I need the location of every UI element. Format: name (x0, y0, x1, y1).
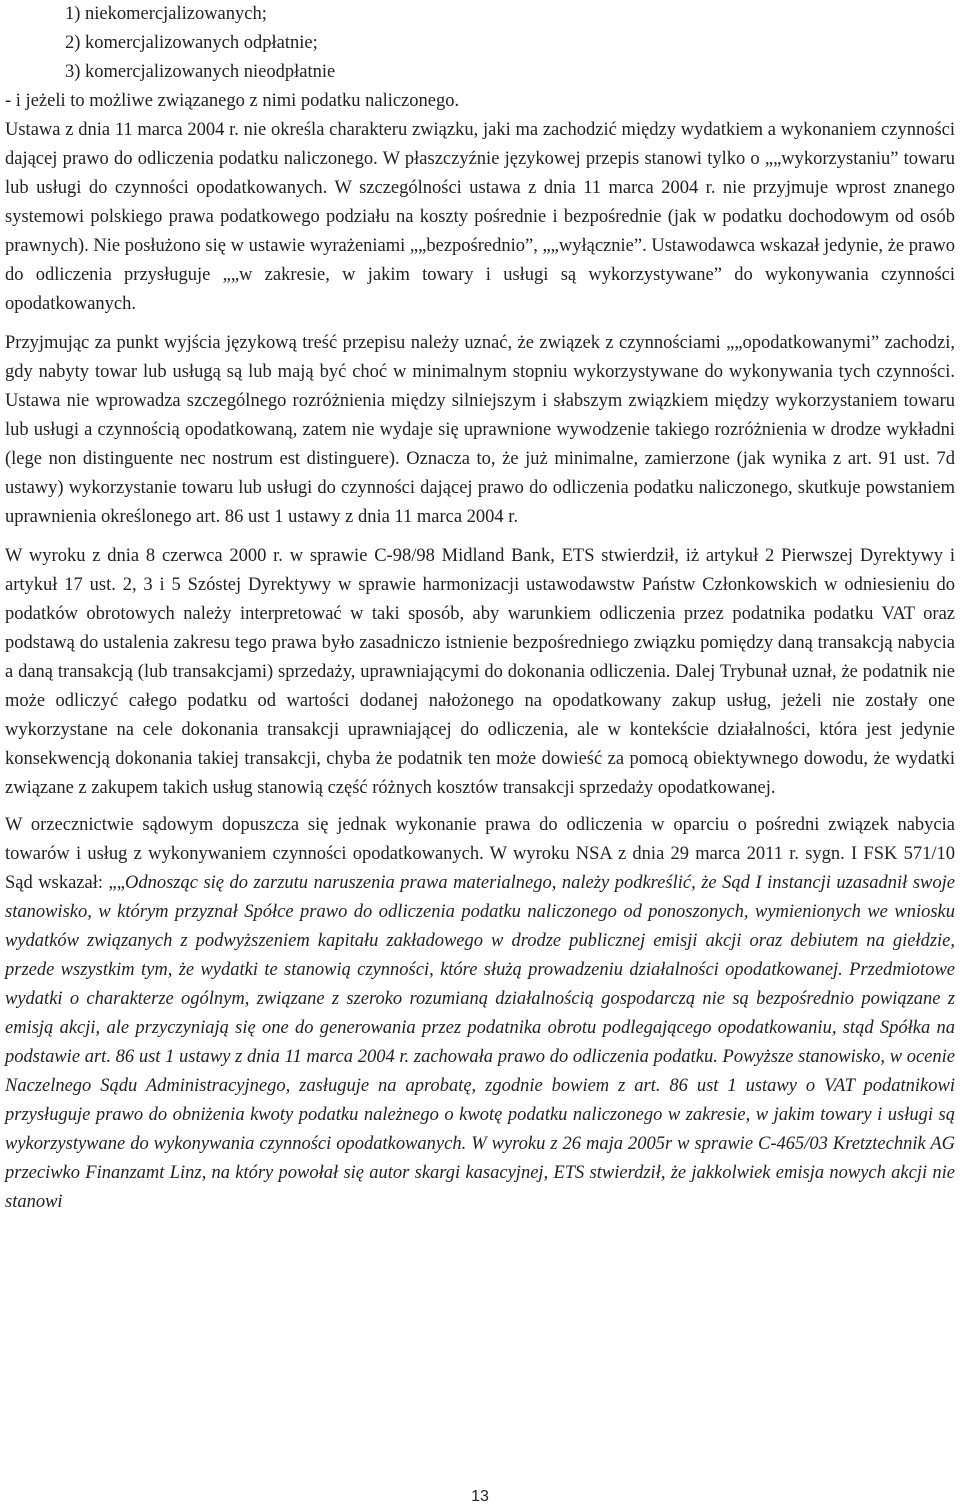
paragraph-statute: Ustawa z dnia 11 marca 2004 r. nie określa charakteru związku, jaki ma zachodzić między wydatkiem a wykonaniem czynności dającej prawo do odliczenia podatku naliczonego. W płaszczyźnie językowej przepis stanowi tylko o „„wykorzystaniu” towaru lub usługi do czynności opodatkowanych. W szczególności ustawa z dnia 11 marca 2004 r. nie przyjmuje wprost znanego systemowi polskiego prawa podatkowego podziału na koszty pośrednie i bezpośrednie (jak w podatku dochodowym od osób prawnych). Nie posłużono się w ustawie wyrażeniami „„bezpośrednio”, „„wyłącznie”. Ustawodawca wskazał jedynie, że prawo do odliczenia przysługuje „„w zakresie, w jakim towary i usługi są wykorzystywane” do wykonywania czynności opodatkowanych. (5, 120, 955, 314)
list-continuation: - i jeżeli to możliwe związanego z nimi podatku naliczonego. (5, 91, 460, 111)
list-item: 3) komercjalizowanych nieodpłatnie (65, 62, 336, 82)
paragraph-case-law (5, 811, 955, 1217)
category-list (5, 0, 955, 87)
court-quote: Odnosząc się do zarzutu naruszenia prawa materialnego, należy podkreślić, że Sąd I instancji uzasadnił swoje stanowisko, w którym przyznał Spółce prawo do odliczenia podatku naliczonego od ponoszonych, wymienionych we wniosku wydatków związanych z podwyższeniem kapitału zakładowego w drodze publicznej emisji akcji oraz debiutem na giełdzie, przede wszystkim tym, że wydatki te stanowią czynności, które służą prowadzeniu działalności opodatkowanej. Przedmiotowe wydatki o charakterze ogólnym, związane z szeroko rozumianą działalnością gospodarczą nie są bezpośrednio powiązane z emisją akcji, ale przyczyniają się one do generowania przez podatnika obrotu podlegającego opodatkowaniu, stąd Spółka na podstawie art. 86 ust 1 ustawy z dnia 11 marca 2004 r. zachowała prawo do odliczenia podatku. Powyższe stanowisko, w ocenie Naczelnego Sądu Administracyjnego, zasługuje na aprobatę, zgodnie bowiem z art. 86 ust 1 ustawy o VAT podatnikowi przysługuje prawo do obniżenia kwoty podatku należnego o kwotę podatku naliczonego w zakresie, w jakim towary i usługi są wykorzystywane do wykonywania czynności opodatkowanych. W wyroku z 26 maja 2005r w sprawie C-465/03 Kretztechnik AG przeciwko Finanzamt Linz, na który powołał się autor skargi kasacyjnej, ETS stwierdził, że jakkolwiek emisja nowych akcji nie stanowi (5, 873, 955, 1212)
list-item: 2) komercjalizowanych odpłatnie; (65, 33, 318, 53)
paragraph-case-law-text: W orzecznictwie sądowym dopuszcza się jednak wykonanie prawa do odliczenia w oparciu o pośredni związek nabycia towarów i usług z wykonywaniem czynności opodatkowanych. W wyroku NSA z dnia 29 marca 2011 r. sygn. I FSK 571/10 Sąd wskazał: „„ (5, 815, 955, 893)
list-item: 1) niekomercjalizowanych; (65, 4, 267, 24)
paragraph-interpretation: Przyjmując za punkt wyjścia językową treść przepisu należy uznać, że związek z czynnościami „„opodatkowanymi” zachodzi, gdy nabyty towar lub usługą są lub mają być choć w minimalnym stopniu wykorzystywane do wykonywania tych czynności. Ustawa nie wprowadza szczególnego rozróżnienia między silniejszym i słabszym związkiem między wykorzystaniem towaru lub usługi a czynnością opodatkowaną, zatem nie wydaje się uprawnione wywodzenie takiego rozróżnienia w drodze wykładni (lege non distinguente nec nostrum est distinguere). Oznacza to, że już minimalne, zamierzone (jak wynika z art. 91 ust. 7d ustawy) wykorzystanie towaru lub usługi do czynności dającej prawo do odliczenia podatku naliczonego, skutkuje powstaniem uprawnienia określonego art. 86 ust 1 ustawy z dnia 11 marca 2004 r. (5, 333, 955, 527)
page-number: 13 (471, 1488, 489, 1505)
paragraph-ets-ruling: W wyroku z dnia 8 czerwca 2000 r. w sprawie C-98/98 Midland Bank, ETS stwierdził, iż artykuł 2 Pierwszej Dyrektywy i artykuł 17 ust. 2, 3 i 5 Szóstej Dyrektywy w sprawie harmonizacji ustawodawstw Państw Członkowskich w odniesieniu do podatków obrotowych należy interpretować w taki sposób, aby warunkiem odliczenia przez podatnika podatku VAT oraz podstawą do ustalenia zakresu tego prawa było zasadniczo istnienie bezpośredniego związku pomiędzy daną transakcją nabycia a daną transakcją (lub transakcjami) sprzedaży, uprawniającymi do dokonania odliczenia. Dalej Trybunał uznał, że podatnik nie może odliczyć całego podatku od wartości dodanej nałożonego na opodatkowany zakup usług, jeżeli nie zostały one wykorzystane na cele dokonania transakcji uprawniającej do odliczenia, ale w kontekście działalności, która jest jedynie konsekwencją dokonania takiej transakcji, chyba że podatnik ten może dowieść za pomocą obiektywnego dowodu, że wydatki związane z zakupem takich usług stanowią część różnych kosztów transakcji sprzedaży opodatkowanej. (5, 546, 955, 798)
document-page (5, 0, 955, 1217)
